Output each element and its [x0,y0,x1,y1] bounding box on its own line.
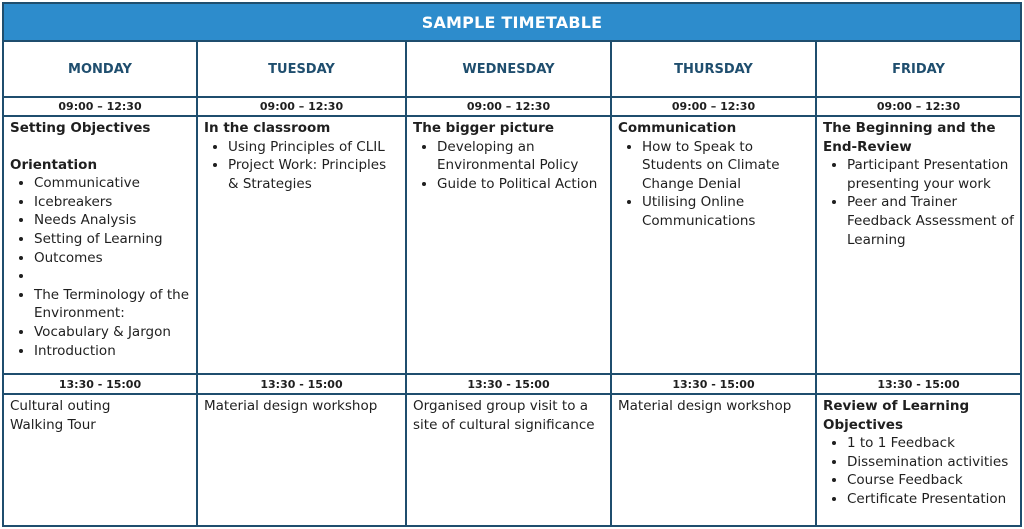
timetable-grid [4,42,1020,525]
list-item: • Needs Analysis [34,211,191,230]
list-item: • Icebreakers [34,193,191,212]
afternoon-session-wednesday [407,395,612,525]
day-header-tuesday: TUESDAY [198,42,407,98]
session-list [413,138,605,194]
session-heading: Communication [618,120,737,136]
list-item: • Certificate Presentation [847,490,1015,509]
afternoon-time-thursday: 13:30 - 15:00 [612,375,817,395]
list-item: • Communicative [34,174,191,193]
morning-session-tuesday [198,117,407,375]
morning-session-wednesday [407,117,612,375]
list-item: • The Terminology of the Environment: [34,286,191,323]
afternoon-session-monday [4,395,198,525]
day-header-friday: FRIDAY [817,42,1020,98]
session-heading: Review of Learning Objectives [823,398,970,433]
session-list [10,174,191,360]
morning-session-thursday [612,117,817,375]
afternoon-session-friday [817,395,1020,525]
list-item: • Introduction [34,342,191,361]
morning-time-tuesday: 09:00 – 12:30 [198,98,407,117]
list-item: • How to Speak to Students on Climate Change Denial [642,138,810,194]
afternoon-time-monday: 13:30 - 15:00 [4,375,198,395]
list-item: • 1 to 1 Feedback [847,434,1015,453]
afternoon-time-wednesday: 13:30 - 15:00 [407,375,612,395]
list-item: • Dissemination activities [847,453,1015,472]
session-line: Material design workshop [204,398,378,414]
timetable [2,2,1022,527]
morning-time-thursday: 09:00 – 12:30 [612,98,817,117]
afternoon-session-thursday [612,395,817,525]
spacer [10,138,191,156]
morning-time-monday: 09:00 – 12:30 [4,98,198,117]
list-item: • Developing an Environmental Policy [437,138,605,175]
timetable-title: SAMPLE TIMETABLE [4,4,1020,42]
session-line: Cultural outing [10,398,111,414]
list-item: • Setting of Learning [34,230,191,249]
list-item: • Vocabulary & Jargon [34,323,191,342]
session-list [204,138,400,194]
session-line: Organised group visit to a site of cultural significance [413,398,595,433]
list-item: • Outcomes [34,249,191,268]
list-item: • Utilising Online Communications [642,193,810,230]
morning-session-monday [4,117,198,375]
morning-time-friday: 09:00 – 12:30 [817,98,1020,117]
session-subheading: Orientation [10,156,98,173]
list-item: • Course Feedback [847,471,1015,490]
session-line: Walking Tour [10,416,96,433]
session-heading: Setting Objectives [10,120,151,136]
list-item: • Project Work: Principles & Strategies [228,156,400,193]
session-list [823,156,1015,249]
session-list [618,138,810,231]
list-item: • Using Principles of CLIL [228,138,400,157]
session-heading: The bigger picture [413,120,554,136]
day-header-thursday: THURSDAY [612,42,817,98]
session-list [823,434,1015,508]
list-item-empty [34,267,191,286]
afternoon-session-tuesday [198,395,407,525]
list-item: • Participant Presentation presenting your work [847,156,1015,193]
list-item: • Peer and Trainer Feedback Assessment of Learning [847,193,1015,249]
morning-time-wednesday: 09:00 – 12:30 [407,98,612,117]
afternoon-time-friday: 13:30 - 15:00 [817,375,1020,395]
day-header-monday: MONDAY [4,42,198,98]
morning-session-friday [817,117,1020,375]
session-line: Material design workshop [618,398,792,414]
afternoon-time-tuesday: 13:30 - 15:00 [198,375,407,395]
day-header-wednesday: WEDNESDAY [407,42,612,98]
session-heading: In the classroom [204,120,331,136]
session-heading: The Beginning and the End-Review [823,120,996,155]
list-item: • Guide to Political Action [437,175,605,194]
